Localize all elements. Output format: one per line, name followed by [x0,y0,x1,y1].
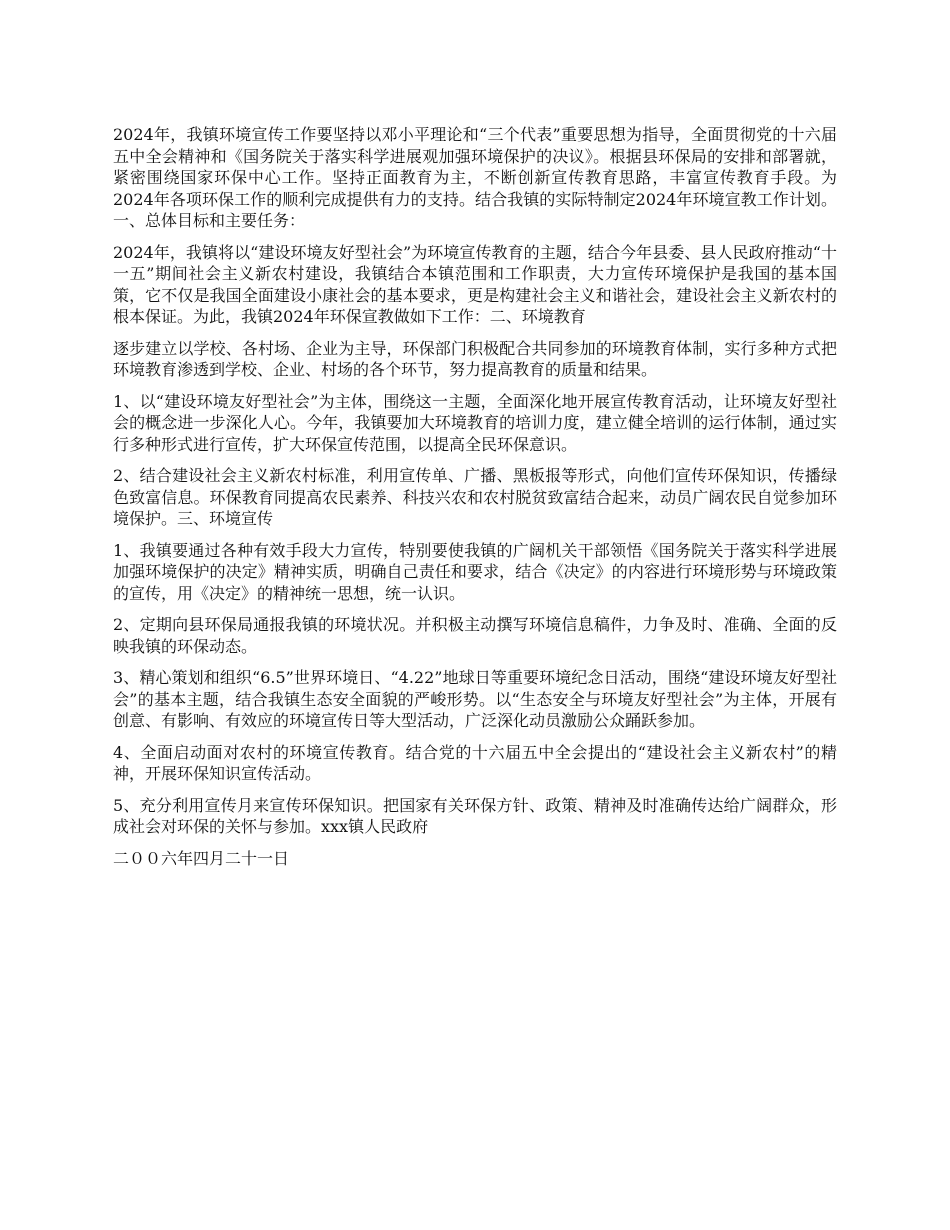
paragraph-publicity-item-2: 2、定期向县环保局通报我镇的环境状况。并积极主动撰写环境信息稿件，力争及时、准确、全面的反映我镇的环保动态。 [113,615,837,656]
paragraph-education-item-2: 2、结合建设社会主义新农村标准，利用宣传单、广播、黑板报等形式，向他们宣传环保知识，传播绿色致富信息。环保教育同提高农民素养、科技兴农和农村脱贫致富结合起来，动员广阔农民自觉参加环境保护。三、环境宣传 [113,466,837,528]
paragraph-publicity-item-3: 3、精心策划和组织“6.5”世界环境日、“4.22”地球日等重要环境纪念日活动，围绕“建设环境友好型社会”的基本主题，结合我镇生态安全面貌的严峻形势。以“生态安全与环境友好型社会”为主体，开展有创意、有影响、有效应的环境宣传日等大型活动，广泛深化动员激励公众踊跃参加。 [113,668,837,730]
paragraph-theme: 2024年，我镇将以“建设环境友好型社会”为环境宣传教育的主题，结合今年县委、县人民政府推动“十一五”期间社会主义新农村建设，我镇结合本镇范围和工作职责，大力宣传环境保护是我国的基本国策，它不仅是我国全面建设小康社会的基本要求，更是构建社会主义和谐社会，建设社会主义新农村的根本保证。为此，我镇2024年环保宣教做如下工作：二、环境教育 [113,242,837,326]
document-body [113,124,837,879]
paragraph-publicity-item-5: 5、充分利用宣传月来宣传环保知识。把国家有关环保方针、政策、精神及时准确传达给广阔群众，形成社会对环保的关怀与参加。xxx镇人民政府 [113,795,837,836]
paragraph-education-system: 逐步建立以学校、各村场、企业为主导，环保部门积极配合共同参加的环境教育体制，实行多种方式把环境教育渗透到学校、企业、村场的各个环节，努力提高教育的质量和结果。 [113,338,837,379]
paragraph-publicity-item-1: 1、我镇要通过各种有效手段大力宣传，特别要使我镇的广阔机关干部领悟《国务院关于落实科学进展加强环境保护的决定》精神实质，明确自己责任和要求，结合《决定》的内容进行环境形势与环境政策的宣传，用《决定》的精神统一思想，统一认识。 [113,540,837,603]
document-date: 二００六年四月二十一日 [113,848,290,868]
paragraph-education-item-1: 1、以“建设环境友好型社会”为主体，围绕这一主题，全面深化地开展宣传教育活动，让环境友好型社会的概念进一步深化人心。今年，我镇要加大环境教育的培训力度，建立健全培训的运行体制，通过实行多种形式进行宣传，扩大环保宣传范围，以提高全民环保意识。 [113,391,837,454]
paragraph-publicity-item-4: 4、全面启动面对农村的环境宣传教育。结合党的十六届五中全会提出的“建设社会主义新农村”的精神，开展环保知识宣传活动。 [113,742,837,783]
paragraph-intro: 2024年，我镇环境宣传工作要坚持以邓小平理论和“三个代表”重要思想为指导，全面贯彻党的十六届五中全会精神和《国务院关于落实科学进展观加强环境保护的决议》。根据县环保局的安排和部署就，紧密围绕国家环保中心工作。坚持正面教育为主，不断创新宣传教育思路，丰富宣传教育手段。为2024年各项环保工作的顺利完成提供有力的支持。结合我镇的实际特制定2024年环境宣教工作计划。一、总体目标和主要任务： [113,125,837,230]
